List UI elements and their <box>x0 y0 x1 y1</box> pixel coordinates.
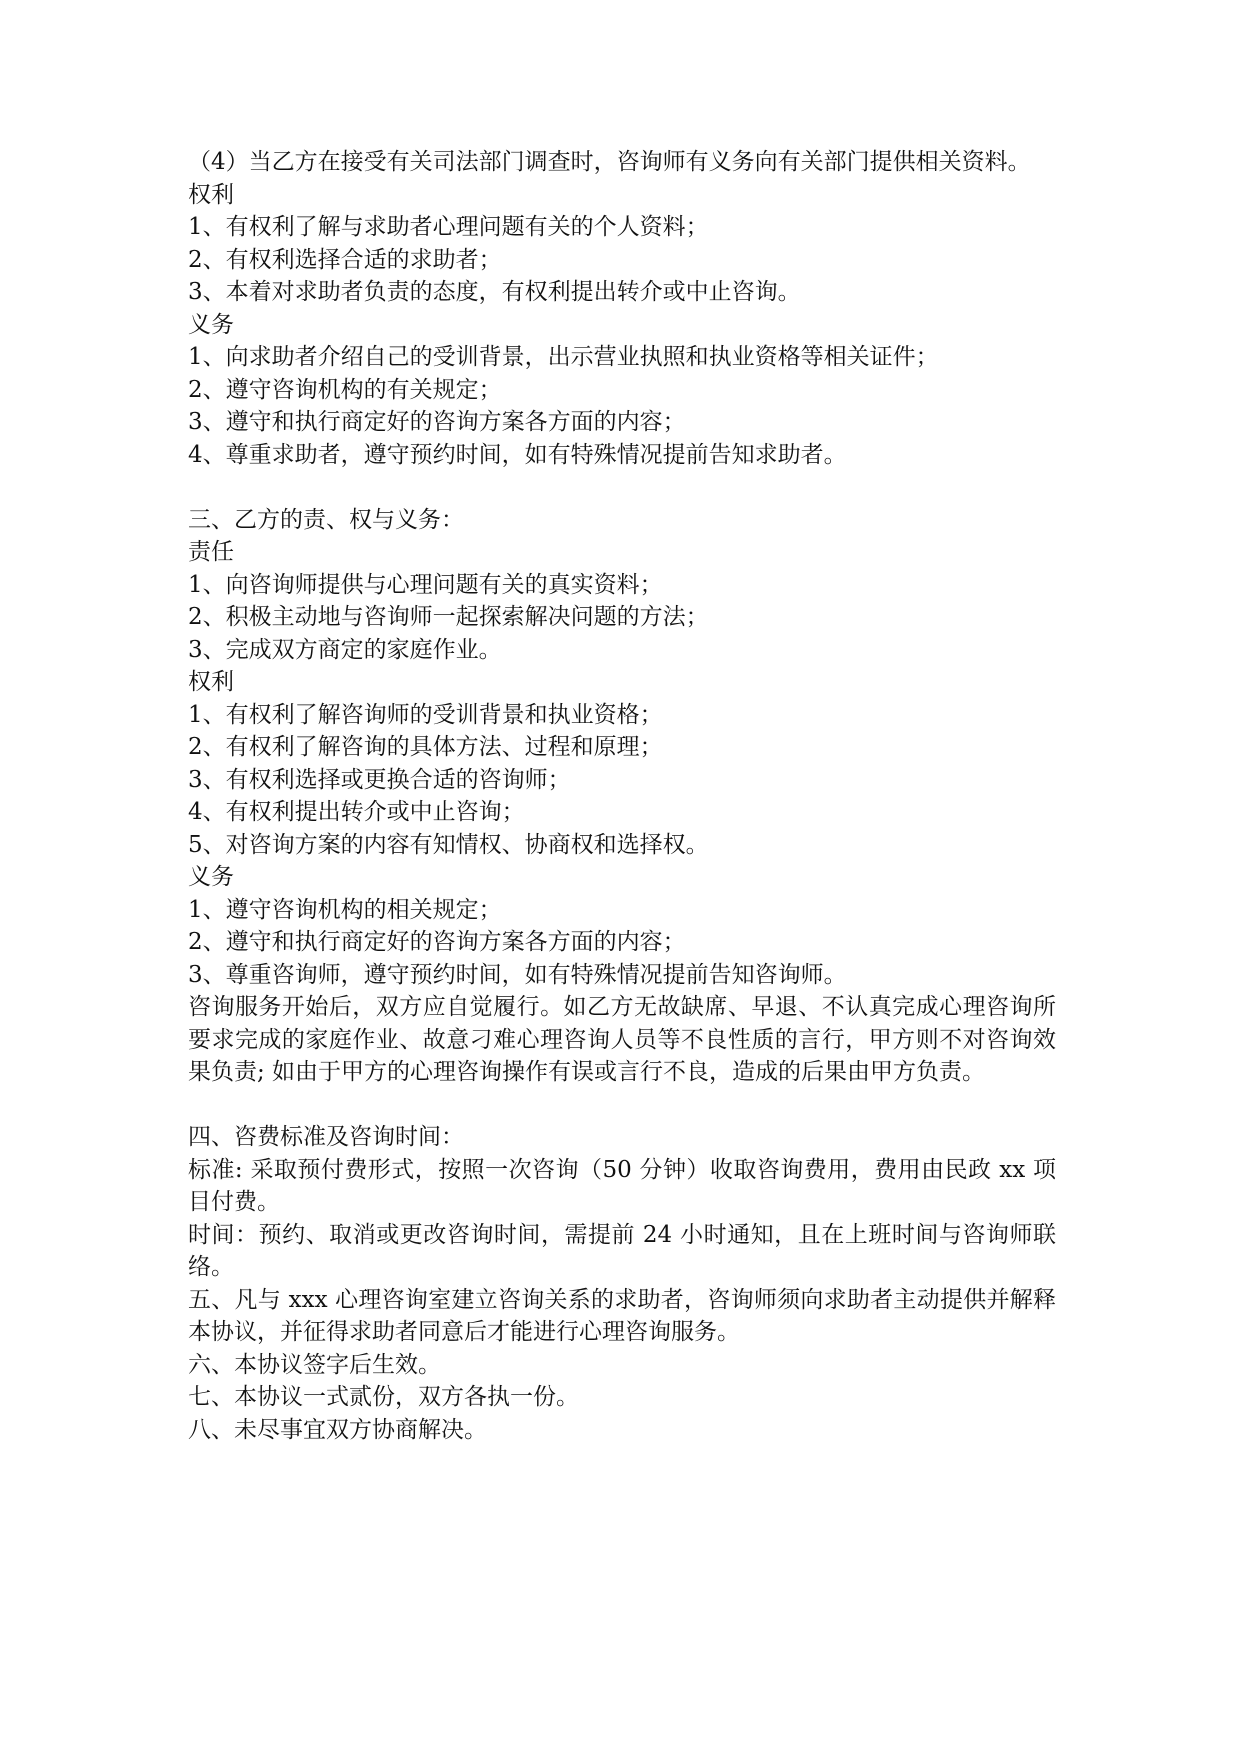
section-heading: 义务 <box>188 311 234 338</box>
blank-line <box>188 1089 1056 1122</box>
blank-line <box>188 471 1056 504</box>
document-body <box>188 146 1056 1446</box>
list-item: 八、未尽事宜双方协商解决。 <box>188 1416 487 1443</box>
list-item: 3、尊重咨询师，遵守预约时间，如有特殊情况提前告知咨询师。 <box>188 961 847 988</box>
list-item: 2、遵守咨询机构的有关规定； <box>188 376 502 403</box>
list-item: 3、有权利选择或更换合适的咨询师； <box>188 766 571 793</box>
list-item: 3、遵守和执行商定好的咨询方案各方面的内容； <box>188 409 686 435</box>
list-item: 4、尊重求助者，遵守预约时间，如有特殊情况提前告知求助者。 <box>188 441 847 468</box>
paragraph: 标准: 采取预付费形式，按照一次咨询（50 分钟）收取咨询费用，费用由民政 xx 项目付费。 <box>188 1156 1056 1215</box>
list-item: 1、遵守咨询机构的相关规定； <box>188 896 502 923</box>
section-heading: 责任 <box>188 539 234 565</box>
list-item: 5、对咨询方案的内容有知情权、协商权和选择权。 <box>188 831 709 858</box>
list-item: 1、向咨询师提供与心理问题有关的真实资料； <box>188 571 663 598</box>
list-item: 1、有权利了解咨询师的受训背景和执业资格； <box>188 701 663 728</box>
list-item: 2、积极主动地与咨询师一起探索解决问题的方法； <box>188 604 709 630</box>
list-item: 1、有权利了解与求助者心理问题有关的个人资料； <box>188 214 709 240</box>
list-item: 六、本协议签字后生效。 <box>188 1351 441 1378</box>
list-item: 3、完成双方商定的家庭作业。 <box>188 636 502 663</box>
section-heading: 权利 <box>188 181 234 208</box>
list-item: 3、本着对求助者负责的态度，有权利提出转介或中止咨询。 <box>188 279 801 305</box>
list-item: 1、向求助者介绍自己的受训背景，出示营业执照和执业资格等相关证件； <box>188 344 939 370</box>
paragraph: （4）当乙方在接受有关司法部门调查时，咨询师有义务向有关部门提供相关资料。 <box>188 149 1031 175</box>
section-heading: 义务 <box>188 864 234 890</box>
paragraph: 时间：预约、取消或更改咨询时间，需提前 24 小时通知，且在上班时间与咨询师联络。 <box>188 1221 1056 1280</box>
paragraph: 咨询服务开始后，双方应自觉履行。如乙方无故缺席、早退、不认真完成心理咨询所要求完成的家庭作业、故意刁难心理咨询人员等不良性质的言行，甲方则不对咨询效果负责; 如由于甲方的心理咨询操作有误或言行不良，造成的后果由甲方负责。 <box>188 994 1056 1085</box>
list-item: 2、有权利选择合适的求助者； <box>188 246 502 273</box>
section-title: 三、乙方的责、权与义务： <box>188 506 464 533</box>
section-title: 四、咨费标准及咨询时间： <box>188 1124 464 1150</box>
list-item: 2、有权利了解咨询的具体方法、过程和原理； <box>188 734 663 760</box>
list-item: 七、本协议一式贰份，双方各执一份。 <box>188 1384 579 1410</box>
list-item: 4、有权利提出转介或中止咨询； <box>188 799 525 825</box>
list-item: 2、遵守和执行商定好的咨询方案各方面的内容； <box>188 929 686 955</box>
paragraph: 五、凡与 xxx 心理咨询室建立咨询关系的求助者，咨询师须向求助者主动提供并解释本协议，并征得求助者同意后才能进行心理咨询服务。 <box>188 1286 1056 1345</box>
section-heading: 权利 <box>188 669 234 695</box>
